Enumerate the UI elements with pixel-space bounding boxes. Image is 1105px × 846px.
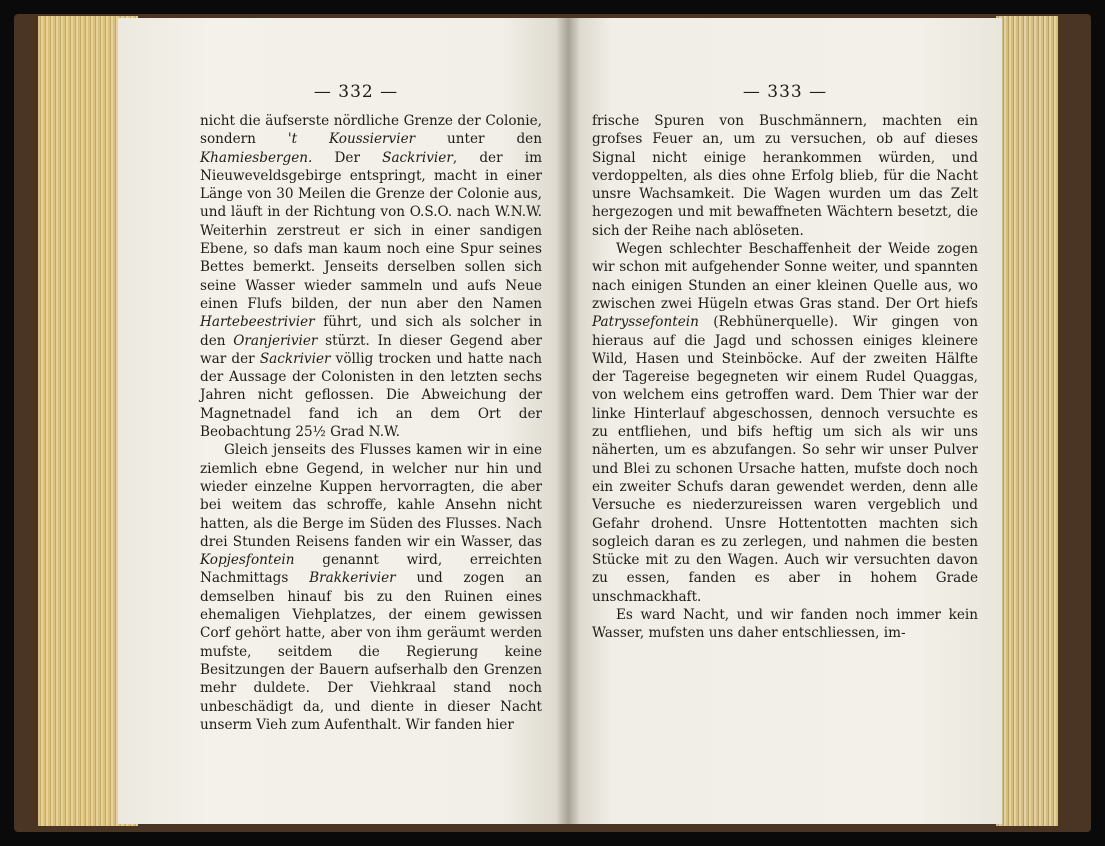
text-run: stürzt. In dieser Gegend aber war der (200, 332, 542, 367)
text-run: Wegen schlechter Beschaffenheit der Weide zogen wir schon mit aufgehender Sonne weiter, und spannten nach einigen Stunden an einer kleinen Quelle aus, wo zwischen zwei Hügeln etwas Gras stand. Der Ort hiefs (592, 241, 978, 312)
italic-text-run: Khamiesbergen. (200, 149, 313, 166)
paragraph (592, 112, 978, 240)
italic-text-run: Sackrivier (259, 350, 331, 367)
book-gutter (556, 18, 580, 824)
text-run: Es ward Nacht, und wir fanden noch immer kein Wasser, mufsten uns daher entschliessen, im- (592, 607, 978, 642)
page-number: — 333 — (742, 82, 828, 102)
text-run: , der im Nieuweveldsgebirge entspringt, macht in einer Länge von 30 Meilen die Grenze der Colonie aus, und läuft in der Richtung von O.S.O. nach W.N.W. Weiterhin zerstreut er sich in einer sandigen Ebene, so dafs man kaum noch eine Spur seines Bettes bemerkt. Jenseits derselben sollen sich seine Wasser wieder sammeln und aufs Neue einen Flufs bilden, der nun aber den Namen (200, 149, 542, 312)
left-page (118, 18, 570, 824)
text-run: und zogen an demselben hinauf bis zu den Ruinen eines ehemaligen Viehplatzes, der einem gewissen Corf gehört hatte, aber von ihm geräumt werden mufste, seitdem die Regierung keine Besitzungen der Bauern aufserhalb den Grenzen mehr duldete. Der Viehkraal stand noch unbeschädigt da, und diente in dieser Nacht unserm Vieh zum Aufenthalt. Wir fanden hier (200, 570, 542, 733)
paragraph (200, 441, 542, 734)
text-run: führt, und sich als solcher in den (200, 314, 542, 349)
page-body-text (200, 112, 542, 734)
italic-text-run: Patryssefontein (592, 314, 699, 331)
italic-text-run: Kopjesfontein (200, 552, 295, 569)
italic-text-run: Sackrivier (382, 149, 453, 166)
text-run: frische Spuren von Buschmännern, machten ein grofses Feuer an, um zu versuchen, ob auf dieses Signal nicht einige herankommen würden, und verdoppelten, als dies ohne Erfolg blieb, für die Nacht unsre Wachsamkeit. Die Wagen wurden um das Zelt hergezogen und mit bewaffneten Wächtern besetzt, die sich der Reihe nach ablöseten. (592, 113, 978, 239)
italic-text-run: Hartebeestrivier (200, 314, 315, 331)
italic-text-run: Brakkerivier (309, 570, 396, 587)
page-number: — 332 — (313, 82, 399, 102)
text-run: (Rebhünerquelle). Wir gingen von hieraus auf die Jagd und schossen einiges kleinere Wild, Hasen und Steinböcke. Auf der zweiten Hälfte der Tagereise begegneten wir einem Rudel Quaggas, von welchem eins getroffen ward. Dem Thier war der linke Hinterlauf abgeschossen, dennoch versuchte es zu entfliehen, und bifs heftig um sich als wir uns näherten, um es abzufangen. So sehr wir unser Pulver und Blei zu schonen Ursache hatten, mufste doch noch ein zweiter Schufs daran gewendet werden, denn alle Versuche es niederzureissen waren vergeblich und Gefahr drohend. Unsre Hottentotten machten sich sogleich daran es zu zerlegen, und nahmen die besten Stücke mit zu den Wagen. Auch wir versuchten davon zu essen, fanden es aber in hohem Grade unschmackhaft. (592, 314, 978, 605)
italic-text-run: 't Koussiervier (287, 131, 416, 148)
text-run: Gleich jenseits des Flusses kamen wir in eine ziemlich ebne Gegend, in welcher nur hin und wieder einzelne Kuppen hervorragten, die aber bei weitem das schroffe, kahle Ansehn nicht hatten, als die Berge im Süden des Flusses. Nach drei Stunden Reisens fanden wir ein Wasser, das (200, 442, 543, 550)
text-run: nicht die äufserste nördliche Grenze der Colonie, sondern (200, 113, 542, 148)
text-run: genannt wird, erreichten Nachmittags (200, 552, 542, 587)
italic-text-run: Oranjerivier (233, 332, 318, 349)
text-run: Der (312, 149, 383, 166)
paragraph (200, 112, 542, 441)
paragraph (592, 606, 978, 643)
page-body-text (592, 112, 978, 643)
page-edges-right (996, 16, 1058, 826)
right-page (568, 18, 1002, 824)
paragraph (592, 240, 978, 606)
text-run: unter den (415, 131, 542, 148)
text-run: völlig trocken und hatte nach der Aussage der Colonisten in den letzten sechs Jahren nicht geflossen. Die Abweichung der Magnetnadel fand ich an dem Ort der Beobachtung 25½ Grad N.W. (200, 350, 542, 441)
